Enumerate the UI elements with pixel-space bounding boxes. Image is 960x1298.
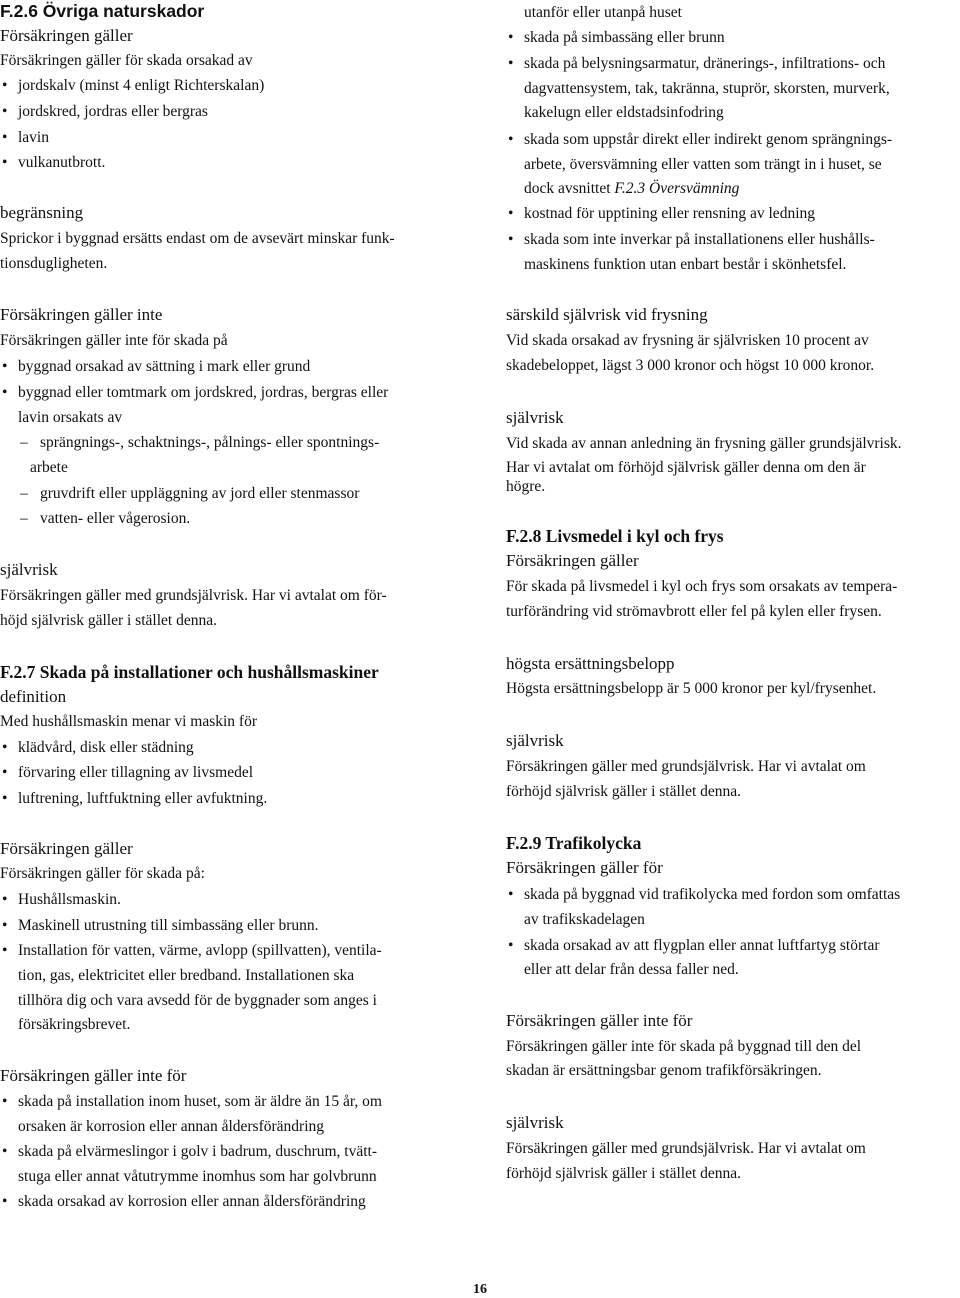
list-item-continuation: dagvattensystem, tak, takränna, stuprör, skorsten, murverk,	[524, 80, 890, 97]
list-item-continuation: utanför eller utanpå huset	[524, 4, 682, 21]
list-item-continuation: av trafikskadelagen	[524, 911, 645, 928]
list-item: • vulkanutbrott.	[0, 154, 105, 172]
paragraph: förhöjd självrisk gäller i stället denna.	[506, 783, 742, 800]
paragraph: Försäkringen gäller med grundsjälvrisk. Har vi avtalat om för-	[0, 587, 387, 604]
section-heading-f29: F.2.9 Trafikolycka	[506, 833, 642, 853]
paragraph: Försäkringen gäller för skada orsakad av	[0, 52, 253, 69]
list-item-continuation: arbete, översvämning eller vatten som trängt in i huset, se	[524, 156, 882, 173]
list-item: • skada orsakad av att flygplan eller annat luftfartyg störtar	[506, 937, 880, 955]
subheading-covered: Försäkringen gäller för	[506, 858, 663, 877]
list-item-continuation: eller att delar från dessa faller ned.	[524, 961, 739, 978]
subheading-covered: Försäkringen gäller	[0, 26, 133, 45]
list-item-continuation: lavin orsakats av	[18, 409, 123, 426]
subheading-max-amount: högsta ersättningsbelopp	[506, 654, 675, 673]
inline-text: dock avsnittet	[524, 180, 615, 197]
paragraph: skadebeloppet, lägst 3 000 kronor och högst 10 000 kronor.	[506, 357, 875, 374]
paragraph: Vid skada av annan anledning än frysning gäller grundsjälvrisk.	[506, 435, 902, 452]
list-item: • skada på byggnad vid trafikolycka med fordon som omfattas	[506, 886, 900, 904]
list-item: • jordskred, jordras eller bergras	[0, 103, 208, 121]
paragraph: Försäkringen gäller inte för skada på byggnad till den del	[506, 1038, 862, 1055]
subheading-deductible: självrisk	[506, 408, 564, 427]
dash-list-item-continuation: arbete	[30, 459, 68, 476]
list-item-continuation: tion, gas, elektricitet eller bredband. Installationen ska	[18, 967, 355, 984]
list-item: • skada på elvärmeslingor i golv i badrum, duschrum, tvätt-	[0, 1143, 377, 1161]
dash-list-item: – vatten- eller vågerosion.	[0, 510, 190, 528]
list-item-continuation: stuga eller annat våtutrymme inomhus som har golvbrunn	[18, 1168, 377, 1185]
page-number: 16	[473, 1282, 487, 1297]
list-item: • kostnad för upptining eller rensning av ledning	[506, 205, 815, 223]
subheading-deductible: självrisk	[506, 1113, 564, 1132]
paragraph: För skada på livsmedel i kyl och frys som orsakats av tempera-	[506, 578, 898, 595]
subheading-not-covered: Försäkringen gäller inte för	[0, 1066, 187, 1085]
list-item: • skada orsakad av korrosion eller annan åldersförändring	[0, 1193, 366, 1211]
paragraph: Försäkringen gäller inte för skada på	[0, 332, 228, 349]
paragraph: Har vi avtalat om förhöjd självrisk gäller denna om den är	[506, 459, 866, 476]
list-item-continuation: maskinens funktion utan enbart består i skönhetsfel.	[524, 256, 847, 273]
subheading-freezing-deductible: särskild självrisk vid frysning	[506, 305, 708, 324]
paragraph: Försäkringen gäller med grundsjälvrisk. Har vi avtalat om	[506, 1140, 866, 1157]
list-item: • byggnad eller tomtmark om jordskred, jordras, bergras eller	[0, 384, 388, 402]
paragraph: turförändring vid strömavbrott eller fel på kylen eller frysen.	[506, 603, 882, 620]
list-item: • skada på belysningsarmatur, dränerings-, infiltrations- och	[506, 55, 885, 73]
list-item-continuation: kakelugn eller eldstadsinfodring	[524, 104, 724, 121]
dash-list-item: – sprängnings-, schaktnings-, pålnings- eller spontnings-	[0, 434, 379, 452]
paragraph: Med hushållsmaskin menar vi maskin för	[0, 713, 257, 730]
subheading-covered: Försäkringen gäller	[0, 839, 133, 858]
list-item: • byggnad orsakad av sättning i mark eller grund	[0, 358, 310, 376]
list-item: • lavin	[0, 129, 49, 147]
paragraph: Högsta ersättningsbelopp är 5 000 kronor per kyl/frysenhet.	[506, 680, 877, 697]
list-item: • Maskinell utrustning till simbassäng eller brunn.	[0, 917, 319, 935]
list-item: • luftrening, luftfuktning eller avfuktning.	[0, 790, 267, 808]
list-item: • skada som inte inverkar på installationens eller hushålls-	[506, 231, 875, 249]
list-item-continuation	[506, 180, 739, 198]
section-heading-f26: F.2.6 Övriga naturskador	[0, 1, 205, 21]
subheading-deductible: självrisk	[506, 731, 564, 750]
paragraph: Försäkringen gäller för skada på:	[0, 865, 205, 882]
list-item: • Hushållsmaskin.	[0, 891, 121, 909]
paragraph: högre.	[506, 478, 546, 495]
subheading-definition: definition	[0, 687, 67, 706]
list-item: • jordskalv (minst 4 enligt Richterskalan)	[0, 77, 264, 95]
list-item: • skada på installation inom huset, som är äldre än 15 år, om	[0, 1093, 382, 1111]
section-heading-f28: F.2.8 Livsmedel i kyl och frys	[506, 526, 724, 546]
list-item: • klädvård, disk eller städning	[0, 739, 194, 757]
list-item: • skada som uppstår direkt eller indirekt genom sprängnings-	[506, 131, 892, 149]
list-item: • förvaring eller tillagning av livsmedel	[0, 764, 253, 782]
subheading-deductible: självrisk	[0, 560, 58, 579]
section-reference: F.2.3 Översvämning	[614, 180, 740, 197]
paragraph: tionsdugligheten.	[0, 255, 108, 272]
list-item: • skada på simbassäng eller brunn	[506, 29, 725, 47]
list-item: • Installation för vatten, värme, avlopp (spillvatten), ventila-	[0, 942, 382, 960]
list-item-continuation: tillhöra dig och vara avsedd för de byggnader som anges i	[18, 992, 377, 1009]
paragraph: Försäkringen gäller med grundsjälvrisk. Har vi avtalat om	[506, 758, 866, 775]
subheading-limitation: begränsning	[0, 203, 84, 222]
subheading-not-covered: Försäkringen gäller inte	[0, 305, 163, 324]
paragraph: skadan är ersättningsbar genom trafikförsäkringen.	[506, 1062, 822, 1079]
paragraph: Sprickor i byggnad ersätts endast om de avsevärt minskar funk-	[0, 230, 395, 247]
paragraph: förhöjd självrisk gäller i stället denna.	[506, 1165, 742, 1182]
subheading-not-covered: Försäkringen gäller inte för	[506, 1011, 693, 1030]
section-heading-f27: F.2.7 Skada på installationer och hushållsmaskiner	[0, 662, 379, 682]
paragraph: höjd självrisk gäller i stället denna.	[0, 612, 217, 629]
dash-list-item: – gruvdrift eller uppläggning av jord eller stenmassor	[0, 485, 359, 503]
paragraph: Vid skada orsakad av frysning är självrisken 10 procent av	[506, 332, 869, 349]
list-item-continuation: försäkringsbrevet.	[18, 1016, 131, 1033]
list-item-continuation: orsaken är korrosion eller annan åldersförändring	[18, 1118, 325, 1135]
subheading-covered: Försäkringen gäller	[506, 551, 639, 570]
